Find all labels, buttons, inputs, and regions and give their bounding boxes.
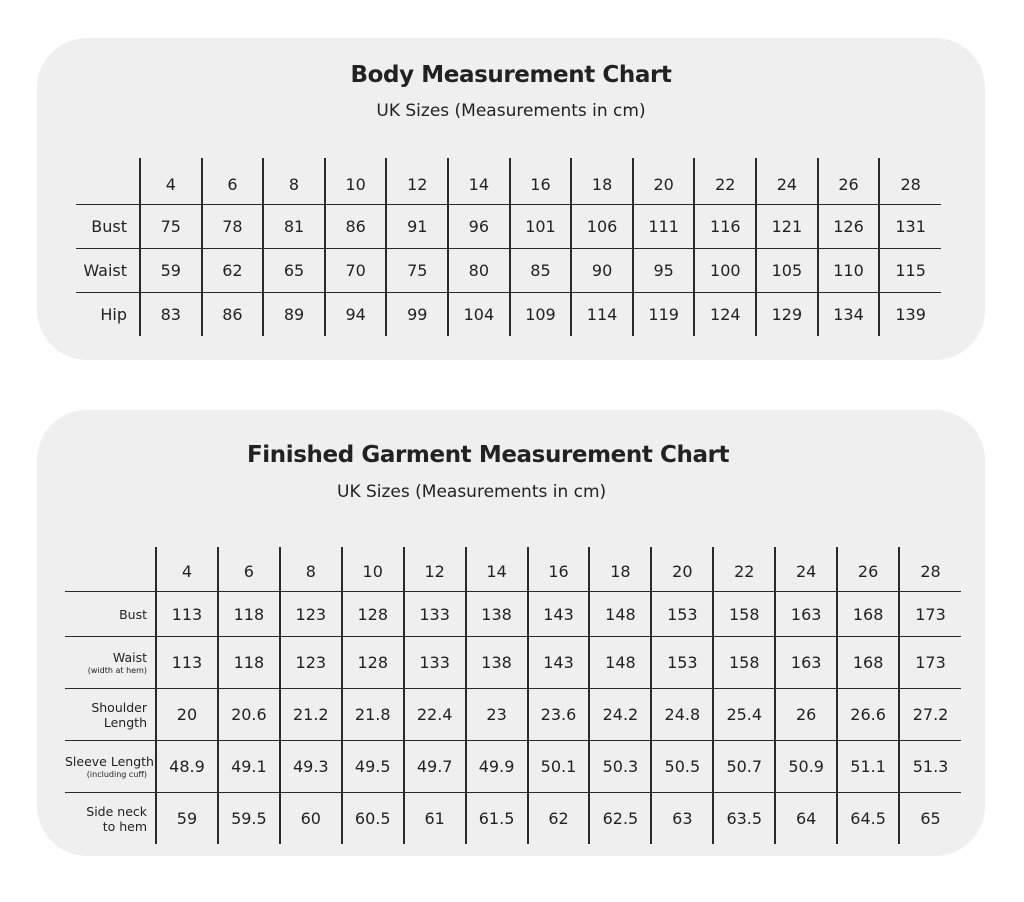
body-value-cell: 124	[694, 293, 756, 337]
body-size-header: 16	[510, 158, 572, 205]
garment-value-cell: 113	[156, 592, 218, 637]
body-value-cell: 134	[818, 293, 880, 337]
body-size-header: 20	[633, 158, 695, 205]
garment-value-cell: 148	[589, 592, 651, 637]
body-value-cell: 86	[325, 205, 387, 249]
garment-value-cell: 64	[775, 793, 837, 845]
body-row-label-text: Bust	[91, 217, 127, 236]
body-row-label-text: Waist	[83, 261, 127, 280]
garment-value-cell: 20	[156, 689, 218, 741]
garment-value-cell: 50.7	[713, 741, 775, 793]
garment-row-label-note: (width at hem)	[87, 665, 147, 675]
body-value-cell: 81	[263, 205, 325, 249]
garment-value-cell: 24.2	[589, 689, 651, 741]
body-value-cell: 106	[571, 205, 633, 249]
garment-header-row	[65, 547, 961, 592]
garment-size-header: 28	[899, 547, 961, 592]
garment-value-cell: 133	[404, 637, 466, 689]
body-measurement-card	[37, 38, 985, 360]
body-value-cell: 111	[633, 205, 695, 249]
garment-value-cell: 148	[589, 637, 651, 689]
body-value-cell: 90	[571, 249, 633, 293]
garment-value-cell: 63	[651, 793, 713, 845]
body-size-header: 10	[325, 158, 387, 205]
body-chart-title: Body Measurement Chart	[350, 62, 672, 88]
garment-value-cell: 64.5	[837, 793, 899, 845]
body-value-cell: 100	[694, 249, 756, 293]
garment-value-cell: 163	[775, 592, 837, 637]
garment-value-cell: 123	[280, 592, 342, 637]
body-value-cell: 85	[510, 249, 572, 293]
garment-value-cell: 173	[899, 592, 961, 637]
body-value-cell: 110	[818, 249, 880, 293]
garment-value-cell: 62.5	[589, 793, 651, 845]
body-value-cell: 96	[448, 205, 510, 249]
garment-value-cell: 26	[775, 689, 837, 741]
body-size-header: 6	[202, 158, 264, 205]
garment-size-header: 16	[528, 547, 590, 592]
garment-row-label	[65, 793, 156, 845]
garment-value-cell: 51.3	[899, 741, 961, 793]
garment-value-cell: 27.2	[899, 689, 961, 741]
garment-row-label	[65, 741, 156, 793]
body-value-cell: 95	[633, 249, 695, 293]
body-value-cell: 62	[202, 249, 264, 293]
garment-value-cell: 63.5	[713, 793, 775, 845]
garment-value-cell: 153	[651, 592, 713, 637]
garment-value-cell: 50.3	[589, 741, 651, 793]
garment-size-header: 4	[156, 547, 218, 592]
garment-row	[65, 793, 961, 845]
garment-row-label-line2: to hem	[102, 818, 147, 834]
garment-value-cell: 143	[528, 637, 590, 689]
body-header-row	[76, 158, 941, 205]
garment-row-label	[65, 689, 156, 741]
garment-size-header: 26	[837, 547, 899, 592]
garment-row	[65, 741, 961, 793]
garment-value-cell: 23	[466, 689, 528, 741]
garment-size-header: 10	[342, 547, 404, 592]
garment-value-cell: 23.6	[528, 689, 590, 741]
body-row	[76, 205, 941, 249]
body-value-cell: 129	[756, 293, 818, 337]
body-size-header: 18	[571, 158, 633, 205]
garment-value-cell: 65	[899, 793, 961, 845]
garment-row-label-text: Waist	[112, 649, 147, 665]
body-size-header: 14	[448, 158, 510, 205]
body-value-cell: 131	[879, 205, 941, 249]
body-value-cell: 115	[879, 249, 941, 293]
body-value-cell: 78	[202, 205, 264, 249]
garment-size-header: 20	[651, 547, 713, 592]
body-size-header: 12	[386, 158, 448, 205]
garment-value-cell: 138	[466, 637, 528, 689]
body-value-cell: 109	[510, 293, 572, 337]
garment-row-label-text: Side neck	[86, 803, 147, 819]
garment-row-label-note: (including cuff)	[86, 769, 147, 779]
body-value-cell: 80	[448, 249, 510, 293]
garment-value-cell: 118	[218, 592, 280, 637]
garment-value-cell: 61.5	[466, 793, 528, 845]
body-value-cell: 126	[818, 205, 880, 249]
body-size-header: 24	[756, 158, 818, 205]
body-value-cell: 65	[263, 249, 325, 293]
garment-value-cell: 51.1	[837, 741, 899, 793]
garment-value-cell: 49.9	[466, 741, 528, 793]
garment-size-header: 14	[466, 547, 528, 592]
garment-value-cell: 153	[651, 637, 713, 689]
garment-measurement-table	[65, 547, 961, 844]
garment-value-cell: 113	[156, 637, 218, 689]
garment-value-cell: 158	[713, 592, 775, 637]
garment-value-cell: 173	[899, 637, 961, 689]
garment-size-header: 12	[404, 547, 466, 592]
body-value-cell: 105	[756, 249, 818, 293]
garment-value-cell: 61	[404, 793, 466, 845]
garment-row-label-text: Shoulder	[91, 699, 147, 715]
garment-value-cell: 50.9	[775, 741, 837, 793]
body-row-label-text: Hip	[100, 305, 127, 324]
garment-value-cell: 21.2	[280, 689, 342, 741]
body-size-header: 28	[879, 158, 941, 205]
garment-value-cell: 143	[528, 592, 590, 637]
body-value-cell: 139	[879, 293, 941, 337]
garment-chart-title: Finished Garment Measurement Chart	[247, 442, 730, 468]
body-value-cell: 75	[386, 249, 448, 293]
garment-size-header: 8	[280, 547, 342, 592]
garment-value-cell: 21.8	[342, 689, 404, 741]
garment-value-cell: 24.8	[651, 689, 713, 741]
body-corner-cell	[76, 158, 140, 205]
garment-value-cell: 123	[280, 637, 342, 689]
garment-value-cell: 49.5	[342, 741, 404, 793]
garment-row	[65, 592, 961, 637]
garment-row-label	[65, 637, 156, 689]
garment-row	[65, 689, 961, 741]
garment-value-cell: 168	[837, 637, 899, 689]
body-value-cell: 121	[756, 205, 818, 249]
garment-measurement-card	[37, 410, 985, 856]
garment-value-cell: 133	[404, 592, 466, 637]
garment-value-cell: 48.9	[156, 741, 218, 793]
garment-value-cell: 49.7	[404, 741, 466, 793]
garment-value-cell: 118	[218, 637, 280, 689]
garment-corner-cell	[65, 547, 156, 592]
body-value-cell: 59	[140, 249, 202, 293]
garment-value-cell: 26.6	[837, 689, 899, 741]
garment-row-label	[65, 592, 156, 637]
body-row-label	[76, 205, 140, 249]
garment-size-header: 24	[775, 547, 837, 592]
body-value-cell: 99	[386, 293, 448, 337]
body-row	[76, 249, 941, 293]
body-value-cell: 86	[202, 293, 264, 337]
body-size-header: 8	[263, 158, 325, 205]
garment-value-cell: 20.6	[218, 689, 280, 741]
garment-size-header: 22	[713, 547, 775, 592]
garment-value-cell: 49.3	[280, 741, 342, 793]
garment-row-label-text: Bust	[119, 606, 147, 622]
body-value-cell: 94	[325, 293, 387, 337]
garment-row-label-line2: Length	[103, 714, 147, 730]
body-value-cell: 116	[694, 205, 756, 249]
garment-value-cell: 62	[528, 793, 590, 845]
body-row-label	[76, 249, 140, 293]
garment-value-cell: 59.5	[218, 793, 280, 845]
garment-value-cell: 138	[466, 592, 528, 637]
garment-value-cell: 60	[280, 793, 342, 845]
garment-value-cell: 163	[775, 637, 837, 689]
body-value-cell: 119	[633, 293, 695, 337]
body-value-cell: 89	[263, 293, 325, 337]
garment-value-cell: 49.1	[218, 741, 280, 793]
garment-value-cell: 25.4	[713, 689, 775, 741]
garment-row-label-text: Sleeve Length	[65, 753, 154, 769]
body-value-cell: 101	[510, 205, 572, 249]
body-value-cell: 70	[325, 249, 387, 293]
body-value-cell: 114	[571, 293, 633, 337]
body-value-cell: 91	[386, 205, 448, 249]
garment-value-cell: 158	[713, 637, 775, 689]
garment-value-cell: 60.5	[342, 793, 404, 845]
garment-value-cell: 50.1	[528, 741, 590, 793]
garment-value-cell: 168	[837, 592, 899, 637]
body-value-cell: 75	[140, 205, 202, 249]
garment-value-cell: 50.5	[651, 741, 713, 793]
body-row	[76, 293, 941, 337]
body-measurement-table	[76, 158, 941, 336]
body-size-header: 26	[818, 158, 880, 205]
body-chart-subtitle: UK Sizes (Measurements in cm)	[376, 101, 646, 121]
garment-size-header: 18	[589, 547, 651, 592]
body-size-header: 22	[694, 158, 756, 205]
garment-chart-subtitle: UK Sizes (Measurements in cm)	[337, 482, 607, 502]
garment-value-cell: 22.4	[404, 689, 466, 741]
body-size-header: 4	[140, 158, 202, 205]
garment-value-cell: 128	[342, 592, 404, 637]
body-value-cell: 83	[140, 293, 202, 337]
garment-size-header: 6	[218, 547, 280, 592]
body-row-label	[76, 293, 140, 337]
body-value-cell: 104	[448, 293, 510, 337]
garment-row	[65, 637, 961, 689]
garment-value-cell: 59	[156, 793, 218, 845]
garment-value-cell: 128	[342, 637, 404, 689]
